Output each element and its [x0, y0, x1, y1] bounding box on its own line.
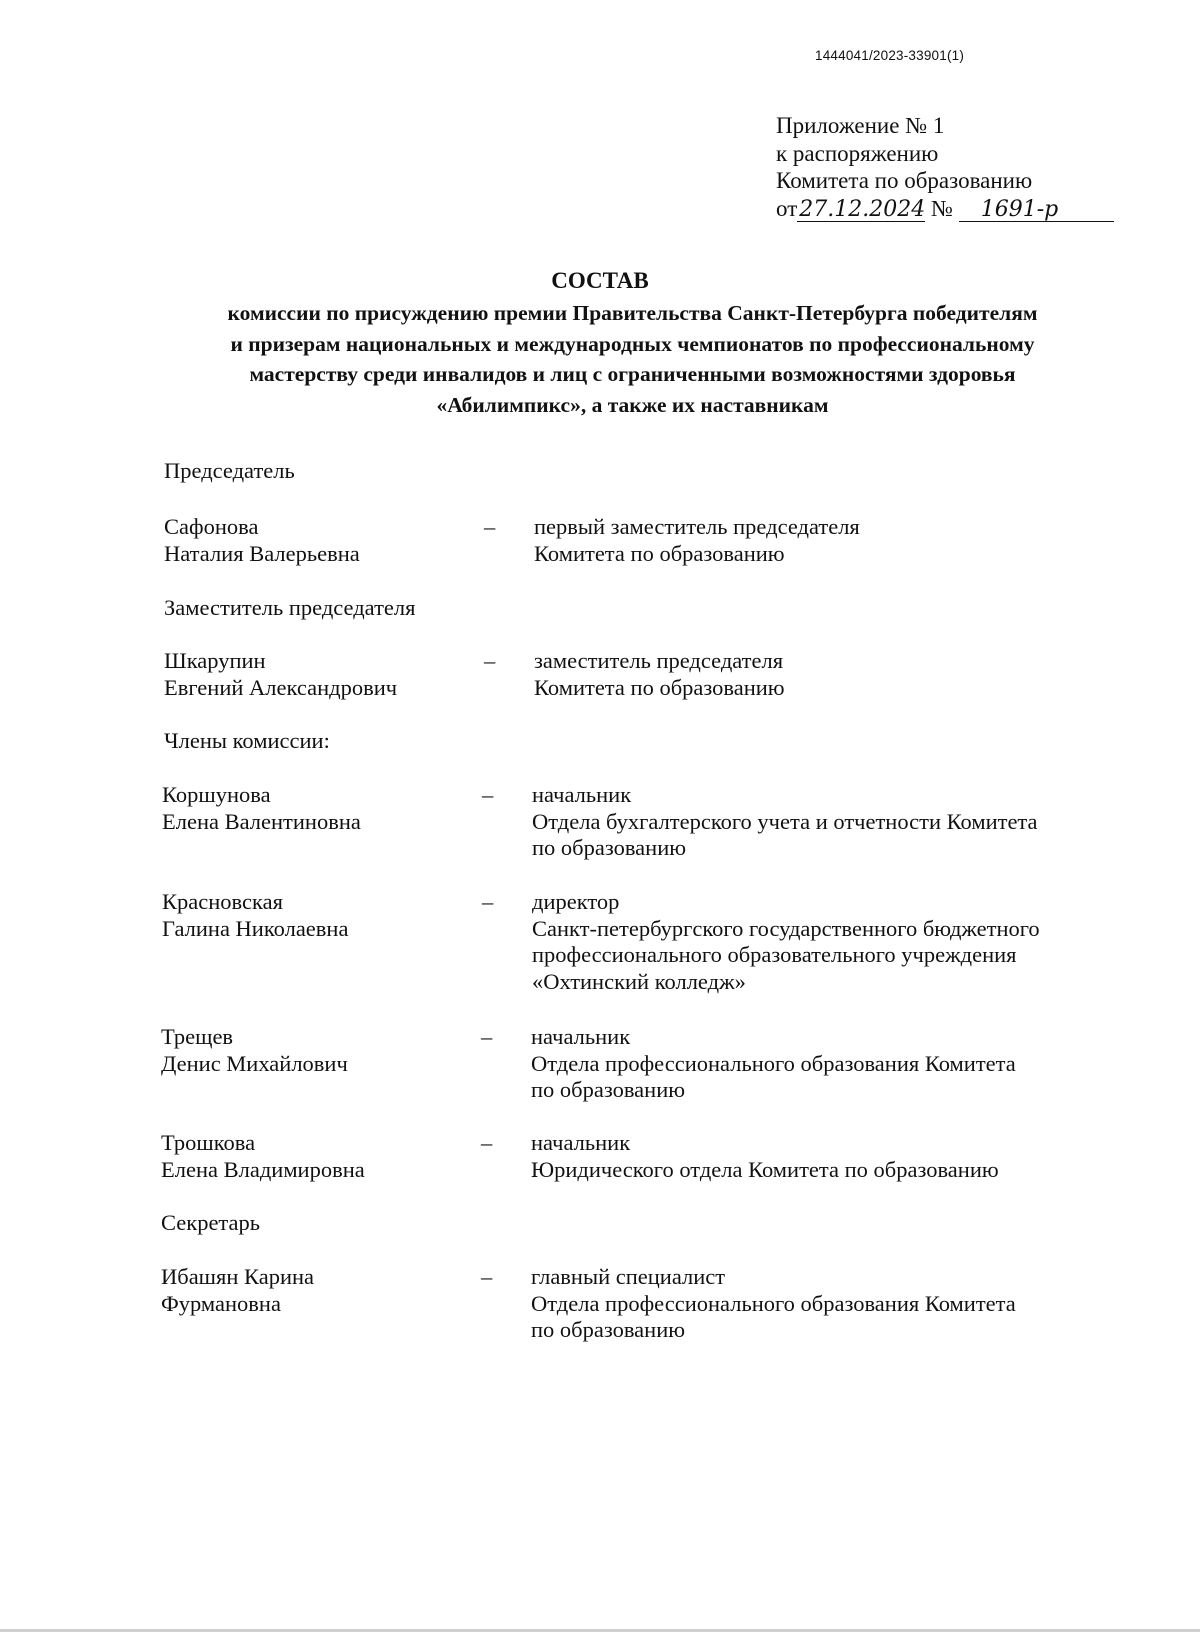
page-subtitle	[170, 298, 1095, 420]
member-position	[531, 1024, 1091, 1104]
member-name	[161, 1024, 471, 1077]
member-given-names: Денис Михайлович	[161, 1050, 348, 1076]
document-reg-number: 1444041/2023-33901(1)	[815, 48, 965, 63]
position-line: начальник	[532, 782, 632, 807]
section-deputy: Заместитель председателя	[164, 595, 416, 620]
member-given-names: Фурмановна	[161, 1290, 281, 1316]
position-line: профессионального образовательного учреждения	[532, 942, 1017, 967]
member-surname: Трещев	[161, 1024, 234, 1049]
member-name	[162, 889, 472, 942]
member-position	[534, 514, 1094, 567]
member-given-names: Евгений Александрович	[164, 674, 398, 700]
position-line: Санкт-петербургского государственного бюджетного	[532, 915, 1040, 941]
annex-block	[776, 112, 1114, 222]
member-position	[531, 1264, 1091, 1344]
position-line: Юридического отдела Комитета по образованию	[531, 1156, 999, 1182]
annex-line: Комитета по образованию	[776, 168, 1033, 193]
member-surname: Сафонова	[164, 514, 259, 539]
position-line: Комитета по образованию	[534, 674, 785, 700]
position-line: первый заместитель председателя	[534, 514, 860, 539]
member-given-names: Елена Валентиновна	[162, 808, 361, 834]
date-prefix: от	[776, 195, 798, 221]
number-label: №	[931, 195, 953, 221]
position-line: по образованию	[531, 1077, 686, 1102]
subtitle-line: мастерству среди инвалидов и лиц с ограниченными возможностями здоровья	[249, 362, 1016, 386]
position-line: Отдела бухгалтерского учета и отчетности Комитета	[532, 808, 1038, 834]
annex-line: Приложение № 1	[776, 113, 945, 138]
member-dash: –	[481, 1024, 493, 1049]
position-line: по образованию	[531, 1317, 686, 1342]
member-dash: –	[482, 889, 494, 914]
position-line: Отдела профессионального образования Комитета	[531, 1290, 1016, 1316]
member-surname: Красновская	[162, 889, 283, 914]
member-position	[531, 1130, 1091, 1183]
position-line: Комитета по образованию	[534, 540, 785, 566]
member-position	[532, 889, 1092, 995]
section-members: Члены комиссии:	[164, 728, 330, 753]
section-secretary: Секретарь	[161, 1210, 261, 1235]
member-name	[161, 1264, 471, 1317]
member-dash: –	[484, 514, 496, 539]
member-name	[164, 514, 474, 567]
member-surname: Коршунова	[162, 782, 271, 807]
position-line: Отдела профессионального образования Комитета	[531, 1050, 1016, 1076]
member-dash: –	[484, 648, 496, 673]
member-given-names: Наталия Валерьевна	[164, 540, 360, 566]
position-line: главный специалист	[531, 1264, 726, 1289]
handwritten-number: 1691-р	[959, 199, 1114, 222]
member-given-names: Елена Владимировна	[161, 1156, 365, 1182]
position-line: «Охтинский колледж»	[532, 968, 746, 994]
position-line: начальник	[531, 1024, 631, 1049]
member-surname: Трошкова	[161, 1130, 256, 1155]
position-line: по образованию	[532, 835, 687, 860]
member-surname: Шкарупин	[164, 648, 266, 673]
member-surname: Ибашян Карина	[161, 1264, 315, 1289]
annex-line: к распоряжению	[776, 140, 939, 166]
annex-date-line	[776, 195, 1114, 223]
page-title: СОСТАВ	[551, 268, 649, 293]
member-dash: –	[481, 1264, 493, 1289]
position-line: начальник	[531, 1130, 631, 1155]
subtitle-line: и призерам национальных и международных чемпионатов по профессиональному	[230, 331, 1035, 356]
member-position	[534, 648, 1094, 701]
handwritten-date: 27.12.2024	[799, 196, 926, 222]
position-line: заместитель председателя	[534, 648, 784, 673]
subtitle-line: комиссии по присуждению премии Правительства Санкт-Петербурга победителям	[227, 301, 1038, 325]
member-dash: –	[482, 782, 494, 807]
position-line: директор	[532, 889, 620, 914]
member-name	[161, 1130, 471, 1183]
member-name	[164, 648, 474, 701]
member-dash: –	[481, 1130, 493, 1155]
section-chair: Председатель	[164, 458, 295, 483]
member-position	[532, 782, 1092, 862]
subtitle-line: «Абилимпикс», а также их наставникам	[436, 392, 829, 417]
member-name	[162, 782, 472, 835]
member-given-names: Галина Николаевна	[162, 915, 349, 941]
